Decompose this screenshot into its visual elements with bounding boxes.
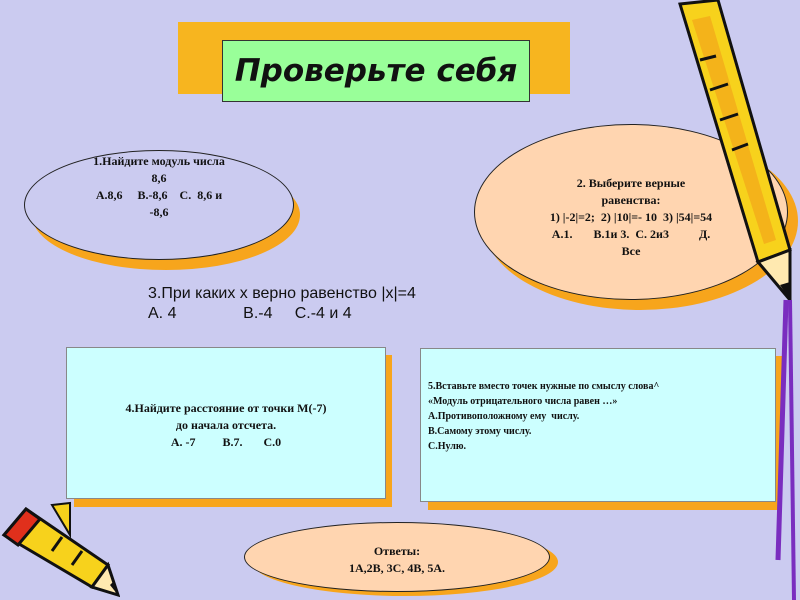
question-5-line: С.Нулю. (428, 441, 467, 452)
question-3-text (148, 284, 416, 324)
answers-oval (244, 522, 550, 592)
question-3-line: 3.При каких х верно равенство |x|=4 (148, 285, 416, 302)
question-1-oval (24, 150, 294, 260)
question-2-line: А.1. В.1и 3. С. 2и3 Д. (551, 227, 711, 241)
question-2-line: Все (621, 244, 641, 258)
page-title: Проверьте себя (222, 40, 530, 102)
question-1-line: -8,6 (149, 205, 169, 219)
answers-line: Ответы: (373, 544, 421, 558)
question-4-box (66, 347, 386, 499)
question-5-line: В.Самому этому числу. (428, 426, 532, 437)
question-2-line: равенства: (601, 193, 661, 207)
question-1-line: 8,6 (151, 171, 167, 185)
question-5-line: 5.Вставьте вместо точек нужные по смыслу слова^ (428, 381, 660, 392)
question-4-line: 4.Найдите расстояние от точки М(-7) (125, 401, 327, 415)
question-2-line: 2. Выберите верные (576, 176, 686, 190)
question-3-line: А. 4 В.-4 С.-4 и 4 (148, 305, 352, 322)
question-4-line: до начала отсчета. (175, 418, 277, 432)
question-5-line: А.Противоположному ему числу. (428, 411, 580, 422)
question-1-line: 1.Найдите модуль числа (93, 154, 225, 168)
pencil-decoration-top-right-icon (640, 0, 800, 600)
question-1-line: А.8,6 В.-8,6 С. 8,6 и (95, 188, 223, 202)
pencil-decoration-bottom-left-icon (0, 495, 120, 600)
question-5-line: «Модуль отрицательного числа равен …» (428, 396, 618, 407)
question-4-line: А. -7 В.7. С.0 (170, 435, 282, 449)
question-2-line: 1) |-2|=2; 2) |10|=- 10 3) |54|=54 (549, 210, 713, 224)
answers-line: 1А,2В, 3С, 4В, 5А. (348, 561, 445, 575)
